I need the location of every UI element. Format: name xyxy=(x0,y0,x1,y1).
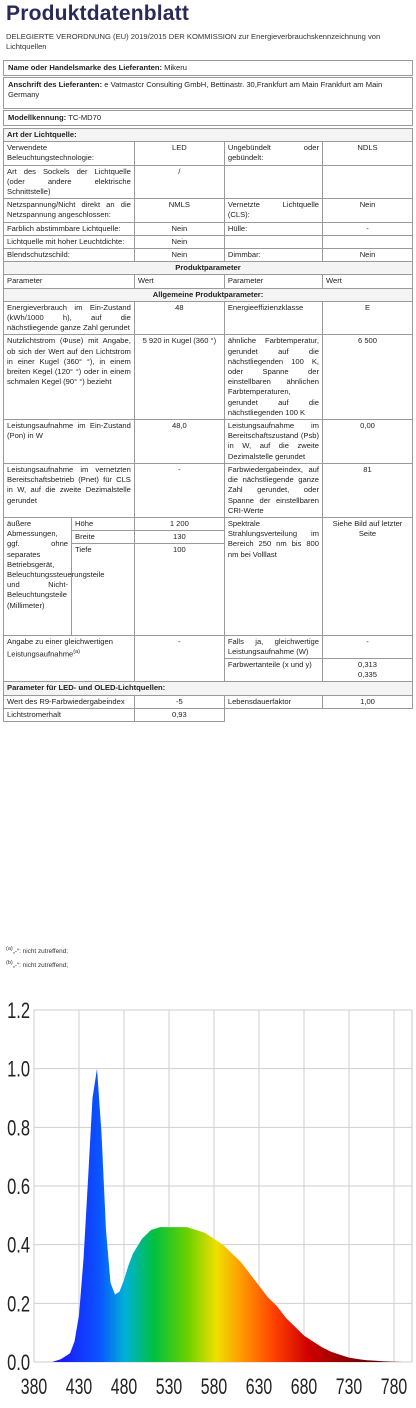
x-tick-label: 530 xyxy=(155,1375,183,1400)
cell-label: Leistungsaufnahme im Ein-Zustand (Pon) in W xyxy=(4,420,135,464)
y-tick-label: 1.2 xyxy=(7,998,31,1024)
dimensions-label: äußere Abmessungen, ggf. ohne separates Betriebsgerät, Beleuchtungssteuerungsteile und Nicht-Beleuchtungsteile (Millimeter) xyxy=(4,518,72,635)
y-tick-label: 0.4 xyxy=(7,1233,31,1259)
cell-label: Farbwiedergabeindex, auf die nächstliegende ganze Zahl gerundet, oder Spanne der einstellbaren CRI-Werte xyxy=(224,463,322,517)
general-params-heading: Allgemeine Produktparameter: xyxy=(4,288,413,301)
dimensions-cell xyxy=(4,517,135,635)
footnote-text: „-“: nicht zutreffend; xyxy=(12,948,69,956)
product-params-heading: Produktparameter xyxy=(4,262,413,275)
cell-value: - xyxy=(323,635,413,658)
cell-value: 6 500 xyxy=(323,335,413,420)
cell-value: NDLS xyxy=(323,142,413,165)
x-tick-label: 780 xyxy=(380,1375,408,1400)
table-row xyxy=(4,199,413,222)
footnote-text: „-“: nicht zutreffend; xyxy=(12,962,69,970)
x-tick-label: 630 xyxy=(245,1375,273,1400)
column-header: Parameter xyxy=(4,275,135,288)
spec-table xyxy=(3,128,413,722)
dimensions-subtable xyxy=(4,518,134,635)
cell-label: Farbwertanteile (x und y) xyxy=(224,658,322,681)
table-row xyxy=(4,249,413,262)
dimension-name: Breite xyxy=(72,531,134,544)
cell-value: - xyxy=(134,635,224,682)
cell-label: Lichtstromerhalt xyxy=(4,708,135,721)
chromaticity-x: 0,313 xyxy=(357,659,377,669)
cell-label: Lichtquelle mit hoher Leuchtdichte: xyxy=(4,235,135,248)
cell-label: Hülle: xyxy=(224,222,322,235)
column-header: Wert xyxy=(134,275,224,288)
cell-value: 1,00 xyxy=(323,695,413,708)
cell-value: - xyxy=(323,222,413,235)
cell-label: Nutzlichtstrom (Φuse) mit Angabe, ob sich der Wert auf den Lichtstrom in einer Kugel (360° °), in einem breiten Kegel (120° °) oder in einem schmalen Kegel (90° °) bezieht xyxy=(4,335,135,420)
cell-label: Leistungsaufnahme im Bereitschaftszustand (Psb) in W, auf die zweite Dezimalstelle gerundet xyxy=(224,420,322,464)
cell-label: Dimmbar: xyxy=(224,249,322,262)
cell-value xyxy=(323,165,413,199)
address-label: Anschrift des Lieferanten: xyxy=(8,80,103,89)
cell-value: -5 xyxy=(134,695,224,708)
y-axis-ticks xyxy=(7,999,30,1376)
x-tick-label: 680 xyxy=(290,1375,318,1400)
supplier-label: Name oder Handelsmarke des Lieferanten: xyxy=(8,63,163,72)
cell-value: 0,93 xyxy=(134,708,224,721)
led-params-heading: Parameter für LED- und OLED-Lichtquellen: xyxy=(4,682,413,695)
dimension-values-cell xyxy=(134,517,224,635)
table-row xyxy=(4,517,413,635)
cell-label xyxy=(224,235,322,248)
y-tick-label: 0.2 xyxy=(7,1292,31,1317)
x-tick-label: 480 xyxy=(110,1375,138,1400)
footnote-marker: (a) xyxy=(73,648,81,655)
cell-value: - xyxy=(134,463,224,517)
table-row xyxy=(4,301,413,335)
table-row xyxy=(4,142,413,165)
chromaticity-y: 0,335 xyxy=(357,670,377,680)
spectrum-area xyxy=(52,1069,403,1362)
cell-value: 0,00 xyxy=(323,420,413,464)
footnote xyxy=(6,946,68,955)
table-row xyxy=(4,165,413,199)
y-tick-label: 0.6 xyxy=(7,1174,31,1200)
cell-value: 5 920 in Kugel (360 °) xyxy=(134,335,224,420)
footnote-marker: (a) xyxy=(6,946,13,952)
equiv-label: Angabe zu einer gleichwertigen Leistungsaufnahme xyxy=(7,636,113,659)
cell-value: E xyxy=(323,301,413,335)
table-row xyxy=(4,420,413,464)
x-tick-label: 430 xyxy=(65,1375,93,1400)
cell-value: LED xyxy=(134,142,224,165)
cell-label: Art des Sockels der Lichtquelle (oder andere elektrische Schnittstelle) xyxy=(4,165,135,199)
cell-label: Verwendete Beleuchtungstechnologie: xyxy=(4,142,135,165)
spectral-distribution-chart xyxy=(0,980,416,1408)
cell-label: Leistungsaufnahme im vernetzten Bereitschaftsbetrieb (Pnet) für CLS in W, auf die zweite Dezimalstelle gerundet xyxy=(4,463,135,517)
cell-label: Vernetzte Lichtquelle (CLS): xyxy=(224,199,322,222)
cell-label: Blendschutzschild: xyxy=(4,249,135,262)
cell-label xyxy=(224,165,322,199)
model-label: Modellkennung: xyxy=(8,113,67,122)
dimension-value: 1 200 xyxy=(135,518,224,531)
cell-label: Energieverbrauch im Ein-Zustand (kWh/1000 h), auf die nächstliegende ganze Zahl gerundet xyxy=(4,301,135,335)
regulation-text: DELEGIERTE VERORDNUNG (EU) 2019/2015 DER KOMMISSION zur Energieverbrauchskennzeichnung von Lichtquellen xyxy=(6,32,381,51)
y-tick-label: 1.0 xyxy=(7,1057,31,1083)
y-tick-label: 0.0 xyxy=(7,1350,31,1376)
cell-value xyxy=(323,708,413,721)
cell-label: Lebensdauerfaktor xyxy=(224,695,322,708)
dimension-name: Höhe xyxy=(72,518,134,531)
x-axis-ticks xyxy=(21,1376,407,1400)
model-row xyxy=(3,110,413,126)
footnote xyxy=(6,960,68,969)
cell-value: 81 xyxy=(323,463,413,517)
x-tick-label: 380 xyxy=(20,1375,48,1400)
cell-label: Falls ja, gleichwertige Leistungsaufnahme (W) xyxy=(224,635,322,658)
cell-value: 48,0 xyxy=(134,420,224,464)
cell-value xyxy=(323,235,413,248)
table-row xyxy=(4,235,413,248)
cell-label xyxy=(224,708,322,721)
cell-value: / xyxy=(134,165,224,199)
dimension-value: 100 xyxy=(173,545,186,555)
light-source-type-heading: Art der Lichtquelle: xyxy=(4,129,413,142)
table-row xyxy=(4,463,413,517)
column-header: Parameter xyxy=(224,275,322,288)
x-tick-label: 580 xyxy=(200,1375,228,1400)
address-value: e Vatmastcr Consulting GmbH, Bettinastr. 30,Frankfurt am Main Frankfurt am Main Germany xyxy=(8,80,383,99)
cell-value: NMLS xyxy=(134,199,224,222)
cell-value: Nein xyxy=(323,249,413,262)
table-row xyxy=(4,635,413,658)
cell-value: Nein xyxy=(323,199,413,222)
supplier-row xyxy=(3,60,413,76)
model-value: TC-MD70 xyxy=(68,113,102,122)
cell-label: Energieeffizienzklasse xyxy=(224,301,322,335)
table-row xyxy=(4,335,413,420)
cell-label: Farblich abstimmbare Lichtquelle: xyxy=(4,222,135,235)
page-title: Produktdatenblatt xyxy=(6,2,190,25)
cell-label: Netzspannung/Nicht direkt an die Netzspannung angeschlossen: xyxy=(4,199,135,222)
address-row xyxy=(3,77,413,109)
cell-value: Nein xyxy=(134,249,224,262)
table-row xyxy=(4,222,413,235)
cell-value xyxy=(323,658,413,681)
column-header-row xyxy=(4,275,413,288)
cell-label: Spektrale Strahlungsverteilung im Bereich 250 nm bis 800 nm bei Volllast xyxy=(224,517,322,635)
cell-value: Siehe Bild auf letzter Seite xyxy=(323,517,413,635)
x-tick-label: 730 xyxy=(335,1375,363,1400)
cell-label: ähnliche Farbtemperatur, gerundet auf die nächstliegenden 100 K, oder Spanne der einstellbaren ähnlichen Farbtemperaturen, gerundet auf die nächstliegenden 100 K xyxy=(224,335,322,420)
supplier-value: Mikeru xyxy=(164,63,187,72)
table-row xyxy=(4,695,413,708)
dimension-name: Tiefe xyxy=(75,545,92,555)
cell-value: 48 xyxy=(134,301,224,335)
cell-label: Wert des R9-Farbwiedergabeindex xyxy=(4,695,135,708)
footnote-marker: (b) xyxy=(6,960,13,966)
cell-value: Nein xyxy=(134,235,224,248)
cell-label: Ungebündelt oder gebündelt: xyxy=(224,142,322,165)
dimension-value: 130 xyxy=(135,531,224,544)
column-header: Wert xyxy=(323,275,413,288)
cell-value: Nein xyxy=(134,222,224,235)
table-row xyxy=(4,708,413,721)
cell-label xyxy=(4,635,135,682)
y-tick-label: 0.8 xyxy=(7,1116,31,1141)
